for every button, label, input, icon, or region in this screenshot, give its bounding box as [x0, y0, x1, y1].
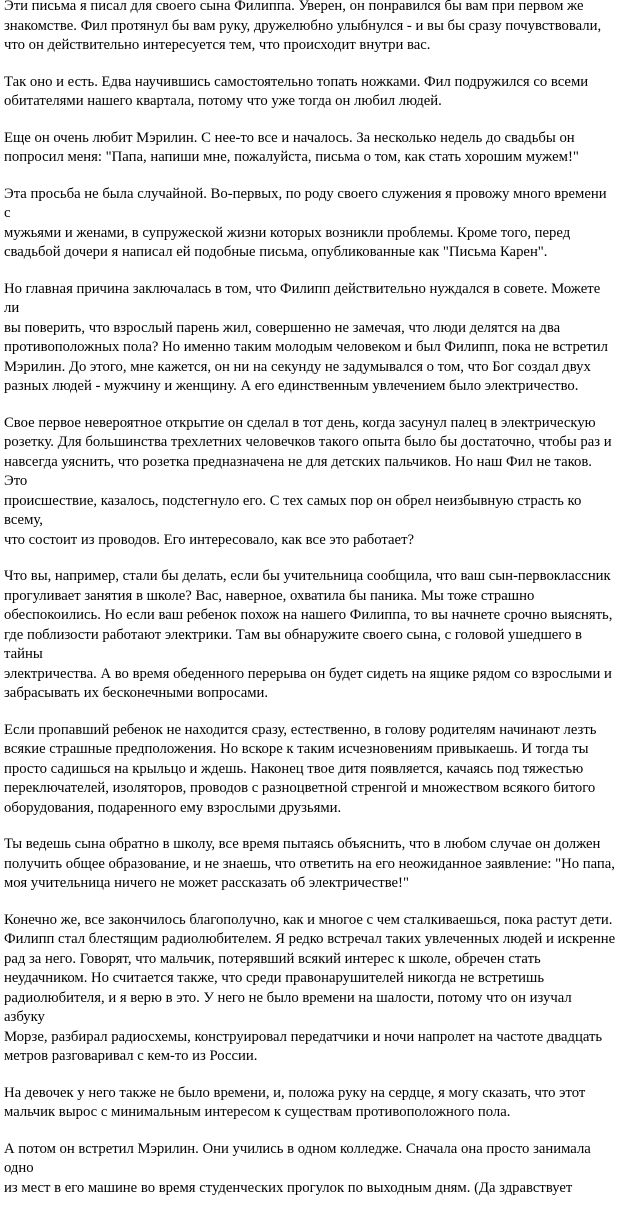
paragraph-5: Но главная причина заключалась в том, что Филипп действительно нуждался в совете. Можете ли вы поверить, что взрослый парень жил, совершенно не замечая, что люди делятся на два противоположных пола? Но именно таким молодым человеком и был Филипп, пока не встретил Мэрилин. До этого, мне кажется, он ни на секунду не задумывался о том, что Бог создал двух разных людей - мужчину и женщину. А его единственным увлечением было электричество. [4, 280, 608, 394]
paragraph-7: Что вы, например, стали бы делать, если бы учительница сообщила, что ваш сын-первоклассник прогуливает занятия в школе? Вас, наверное, охватила бы паника. Мы тоже страшно обеспокоились. Но если ваш ребенок похож на нашего Филиппа, то вы начнете срочно выяснять, где поблизости работают электрики. Там вы обнаружите своего сына, с головой ушедшего в тайны электричества. А во время обеденного перерыва он будет сидеть на ящике рядом со взрослыми и забрасывать их бесконечными вопросами. [4, 568, 613, 701]
paragraph-3: Еще он очень любит Мэрилин. С нее-то все и началось. За несколько недель до свадьбы он попросил меня: "Папа, напиши мне, пожалуйста, письма о том, как стать хорошим мужем!" [4, 129, 579, 165]
document-page [4, 0, 616, 1215]
paragraph-9: Ты ведешь сына обратно в школу, все время пытаясь объяснить, что в любом случае он должен получить общее образование, и не знаешь, что ответить на его неожиданное заявление: "Но папа, моя учительница ничего не может рассказать об электричестве!" [4, 836, 615, 891]
paragraph-10: Конечно же, все закончилось благополучно, как и многое с чем сталкиваешься, пока растут дети. Филипп стал блестящим радиолюбителем. Я редко встречал таких увлеченных людей и искренне рад за него. Говорят, что мальчик, потерявший всякий интерес к школе, обречен стать неудачником. Но считается также, что среди правонарушителей никогда не встретишь радиолюбителя, и я верю в это. У него не было времени на шалости, потому что он изучал азбуку Морзе, разбирал радиосхемы, конструировал передатчики и ночи напролет на частоте двадцать метров разговаривал с кем-то из России. [4, 911, 616, 1064]
paragraph-6: Свое первое невероятное открытие он сделал в тот день, когда засунул палец в электрическую розетку. Для большинства трехлетних человечков такого опыта было бы достаточно, чтобы раз и навсегда уяснить, что розетка предназначена не для детских пальчиков. Но наш Фил не таков. Это происшествие, казалось, подстегнуло его. С тех самых пор он обрел неизбывную страсть ко всему, что состоит из проводов. Его интересовало, как все это работает? [4, 414, 612, 548]
paragraph-1: Эти письма я писал для своего сына Филиппа. Уверен, он понравился бы вам при первом же знакомстве. Фил протянул бы вам руку, дружелюбно улыбнулся - и вы бы сразу почувствовали, что он действительно интересуется тем, что происходит внутри вас. [4, 0, 602, 53]
paragraph-12: А потом он встретил Мэрилин. Они учились в одном колледже. Сначала она просто занимала одно из мест в его машине во время студенческих прогулок по выходным дням. (Да здравствует [4, 1140, 591, 1196]
paragraph-8: Если пропавший ребенок не находится сразу, естественно, в голову родителям начинают лезть всякие страшные предположения. Но вскоре к таким исчезновениям привыкаешь. И тогда ты просто садишься на крыльцо и ждешь. Наконец твое дитя появляется, качаясь под тяжестью переключателей, изоляторов, проводов с разноцветной стренгой и множеством всякого битого оборудования, подаренного ему взрослыми друзьями. [4, 721, 597, 816]
paragraph-4: Эта просьба не была случайной. Во-первых, по роду своего служения я провожу много времени с мужьями и женами, в супружеской жизни которых возникли проблемы. Кроме того, перед свадьбой дочери я написал ей подобные письма, опубликованные как "Письма Карен". [4, 185, 607, 260]
paragraph-11: На девочек у него также не было времени, и, положа руку на сердце, я могу сказать, что этот мальчик вырос с минимальным интересом к существам противоположного пола. [4, 1084, 586, 1120]
paragraph-2: Так оно и есть. Едва научившись самостоятельно топать ножками. Фил подружился со всеми обитателями нашего квартала, потому что уже тогда он любил людей. [4, 73, 589, 109]
